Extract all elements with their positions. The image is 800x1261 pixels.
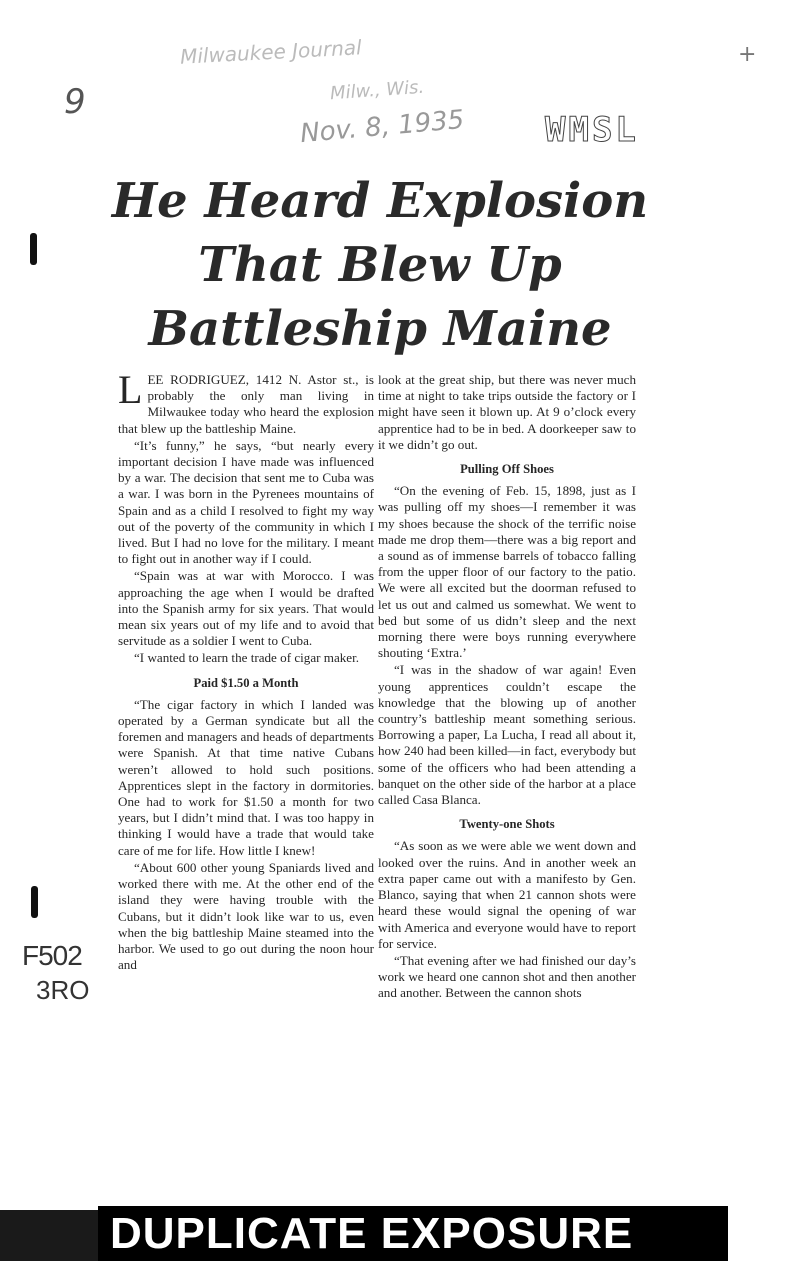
plus-mark: + bbox=[738, 42, 757, 67]
article-paragraph: “About 600 other young Spaniards lived and worked there with me. At the other end of the island they were having trouble with the Cubans, but it didn’t look like war to us, even when the big battleship Maine steamed into the harbor. We used to go out during the noon hour and bbox=[118, 859, 374, 973]
page-number: 9 bbox=[64, 82, 86, 122]
article-paragraph: “The cigar factory in which I landed was operated by a German syndicate but all the foremen and managers and heads of departments were Spanish. At that time native Cubans weren’t allowed to hold such positions. Apprentices slept in the factory in dormitories. One had to work for $1.50 a month for two years, but I didn’t mind that. I was too happy in thinking I would have a trade that would take care of me for life. How little I knew! bbox=[118, 696, 374, 858]
subheading: Pulling Off Shoes bbox=[460, 462, 554, 477]
article-paragraph: “As soon as we were able we went down and looked over the ruins. And in another week an extra paper came out with a manifesto by Gen. Blanco, saying that when 21 cannon shots were heard these would signal the opening of war with America and everyone would have to report for service. bbox=[378, 838, 636, 951]
article-paragraph: LEE RODRIGUEZ, 1412 N. Astor st., is probably the only man living in Milwaukee today who heard the explosion that blew up the battleship Maine. bbox=[118, 367, 374, 436]
article-paragraph: “Spain was at war with Morocco. I was approaching the age when I would be drafted into the Spanish army for six years. That would mean six years out of my life and to avoid that servitude as a soldier I went to Cuba. bbox=[118, 568, 374, 649]
banner-text: DUPLICATE EXPOSURE bbox=[110, 1209, 634, 1258]
code-f502: F502 bbox=[22, 940, 82, 971]
drop-cap: L bbox=[118, 367, 143, 412]
wmsl-stamp: WMSL bbox=[545, 110, 639, 150]
headline-line-3: Battleship Maine bbox=[148, 301, 612, 357]
headline-line-1: He Heard Explosion bbox=[111, 173, 649, 229]
article-paragraph: “I was in the shadow of war again! Even young apprentices couldn’t escape the knowledge that the blowing up of another country’s battleship meant something serious. Borrowing a paper, La Lucha, I read all about it, how 240 had been killed—in fact, everybody but some of the officers who had been attending a banquet on the other side of the harbor at a place called Casa Blanca. bbox=[378, 662, 636, 808]
right-edge-strip bbox=[728, 1206, 800, 1261]
article-paragraph: “On the evening of Feb. 15, 1898, just as I was pulling off my shoes—I remember it was my shoes because the shock of the terrific noise made me drop them—there was a big report and a sound as of immense barrels of tobacco falling from the upper floor of our factory to the patio. We were all excited but the doorman refused to let us out and calmed us somewhat. We went to bed but some of us didn’t sleep and the next morning there were boys running everywhere shouting ‘Extra.’ bbox=[378, 483, 636, 661]
duplicate-exposure-banner bbox=[98, 1206, 728, 1261]
punch-mark-bottom bbox=[31, 886, 38, 918]
subheading: Twenty-one Shots bbox=[459, 817, 555, 832]
headline-line-2: That Blew Up bbox=[198, 237, 562, 293]
article-paragraph: “That evening after we had finished our day’s work we heard one cannon shot and then another and another. Between the cannon shots bbox=[378, 952, 636, 1001]
code-3ro: 3RO bbox=[36, 975, 90, 1005]
subheading: Paid $1.50 a Month bbox=[193, 675, 299, 690]
article-column-1 bbox=[118, 367, 374, 974]
article-paragraph: look at the great ship, but there was never much time at night to take trips outside the factory or I might have seen it blown up. At 9 o’clock every apprentice had to be in bed. A doorkeeper saw to it we didn’t go out. bbox=[378, 372, 636, 452]
punch-mark-top bbox=[30, 233, 37, 265]
handwritten-source: Milwaukee Journal bbox=[179, 35, 363, 69]
handwritten-date: Nov. 8, 1935 bbox=[299, 104, 466, 150]
article-column-2 bbox=[378, 372, 636, 1003]
article-paragraph: “It’s funny,” he says, “but nearly every important decision I have made was influenced by a war. The decision that sent me to Cuba was a war. I was born in the Pyrenees mountains of Spain and as a child I resolved to fight my way out of the poverty of the community in which I lived. But I had no love for the military. I meant to fight out in another way if I could. bbox=[118, 437, 374, 567]
article-paragraph: “I wanted to learn the trade of cigar maker. bbox=[134, 650, 360, 666]
left-edge-strip bbox=[0, 1210, 98, 1261]
handwritten-location: Milw., Wis. bbox=[329, 76, 425, 105]
